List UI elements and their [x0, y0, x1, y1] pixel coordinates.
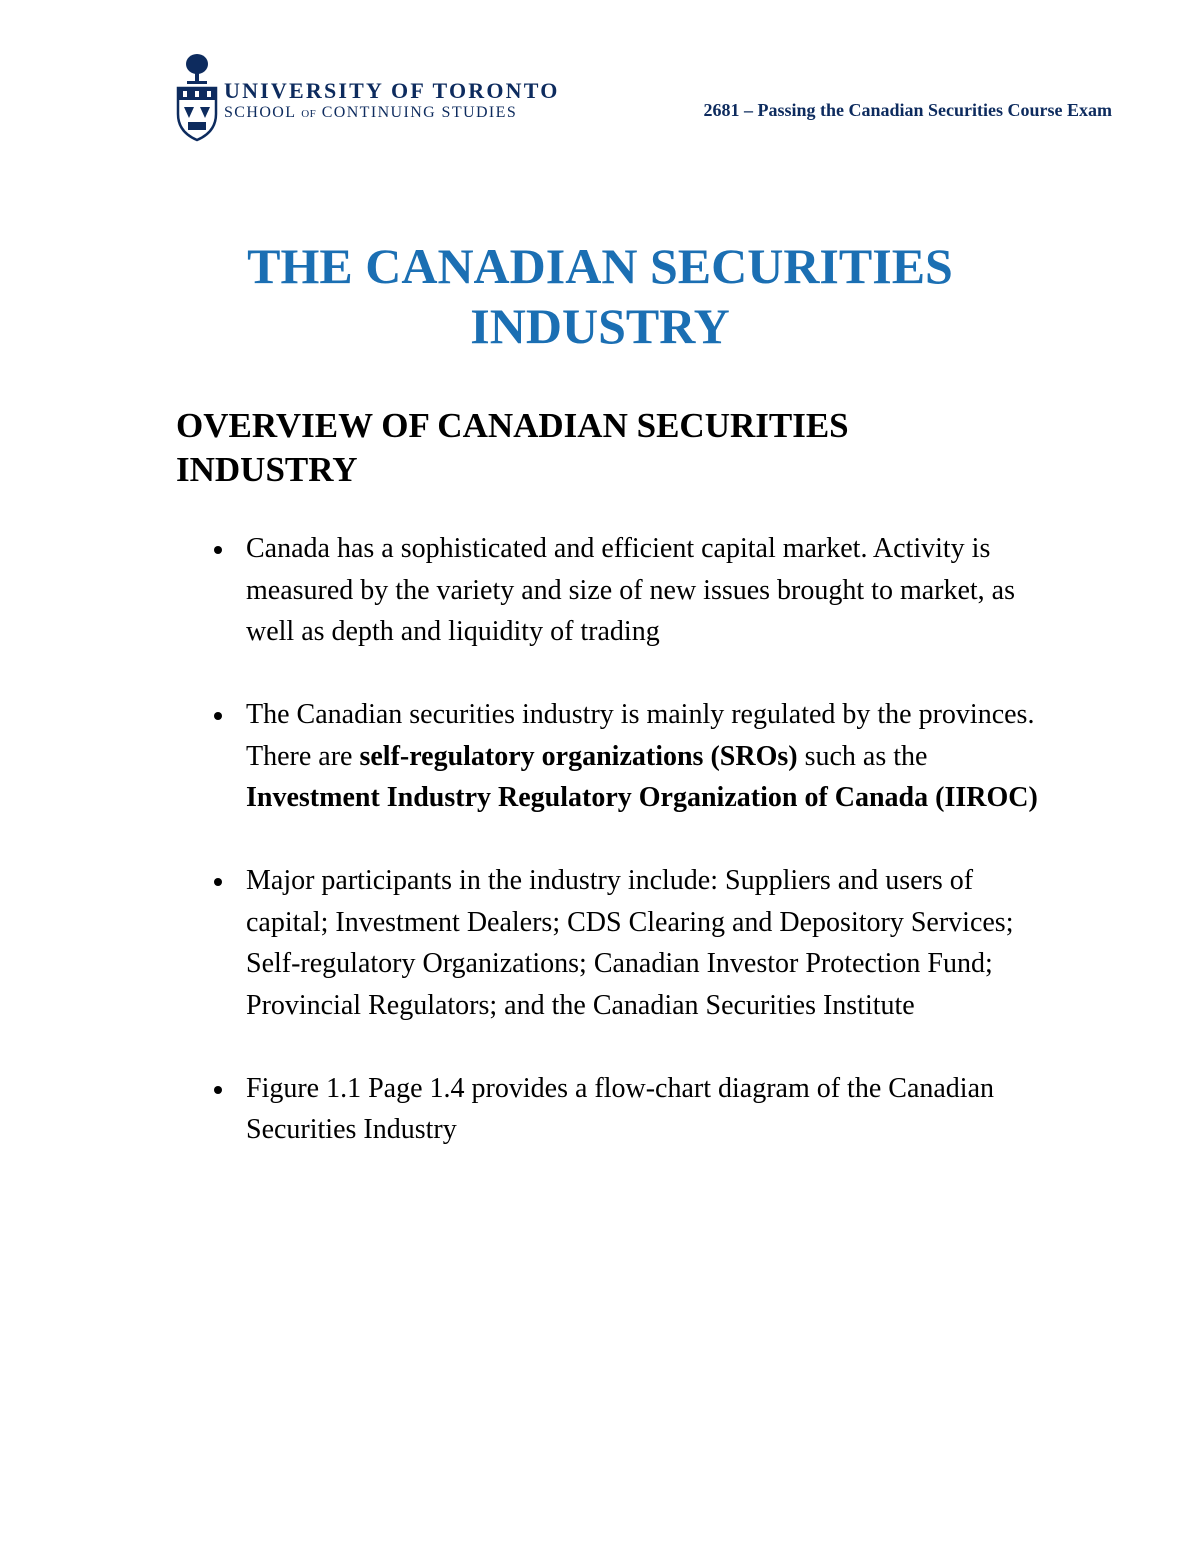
bullet-bold-term-iiroc: Investment Industry Regulatory Organization of Canada (IIROC) [246, 782, 1038, 813]
course-title: 2681 – Passing the Canadian Securities Course Exam [703, 100, 1112, 120]
page-header [0, 0, 1200, 150]
bullet-text: such as the [797, 740, 928, 772]
section-heading-line-2: INDUSTRY [176, 450, 358, 489]
bullet-text: Major participants in the industry include: Suppliers and users of capital; Investment Dealers; CDS Clearing and Depository Services; Self-regulatory Organizations; Canadian Investor Protection Fund; Provincial Regulators; and the Canadian Securities Institute [246, 865, 1014, 1021]
bullet-icon [214, 878, 222, 886]
bullet-bold-term-sro: self-regulatory organizations (SROs) [359, 740, 798, 772]
bullet-list [246, 528, 1046, 1192]
page-title-line-1: THE CANADIAN SECURITIES [247, 238, 953, 294]
bullet-icon [214, 546, 222, 554]
school-name [224, 104, 517, 122]
school-prefix: SCHOOL [224, 104, 296, 121]
bullet-item [246, 1068, 1046, 1151]
bullet-item [246, 694, 1046, 819]
page-title-line-2: INDUSTRY [470, 298, 730, 354]
section-heading [176, 404, 1036, 492]
bullet-item [246, 528, 1046, 653]
school-of: OF [301, 108, 317, 120]
bullet-text: The Canadian securities industry is mainly regulated by the provinces. There are [246, 699, 1035, 772]
school-suffix: CONTINUING STUDIES [321, 104, 518, 121]
bullet-item [246, 860, 1046, 1026]
section-heading-line-1: OVERVIEW OF CANADIAN SECURITIES [176, 406, 849, 445]
university-logo [172, 52, 572, 144]
bullet-icon [214, 712, 222, 720]
university-crest-icon [172, 52, 222, 142]
bullet-text: Figure 1.1 Page 1.4 provides a flow-chart diagram of the Canadian Securities Industry [246, 1072, 995, 1145]
page-title [150, 236, 1050, 356]
bullet-icon [214, 1086, 222, 1094]
bullet-text: Canada has a sophisticated and efficient capital market. Activity is measured by the variety and size of new issues brought to market, as well as depth and liquidity of trading [246, 533, 1016, 647]
university-name: UNIVERSITY OF TORONTO [224, 78, 560, 103]
